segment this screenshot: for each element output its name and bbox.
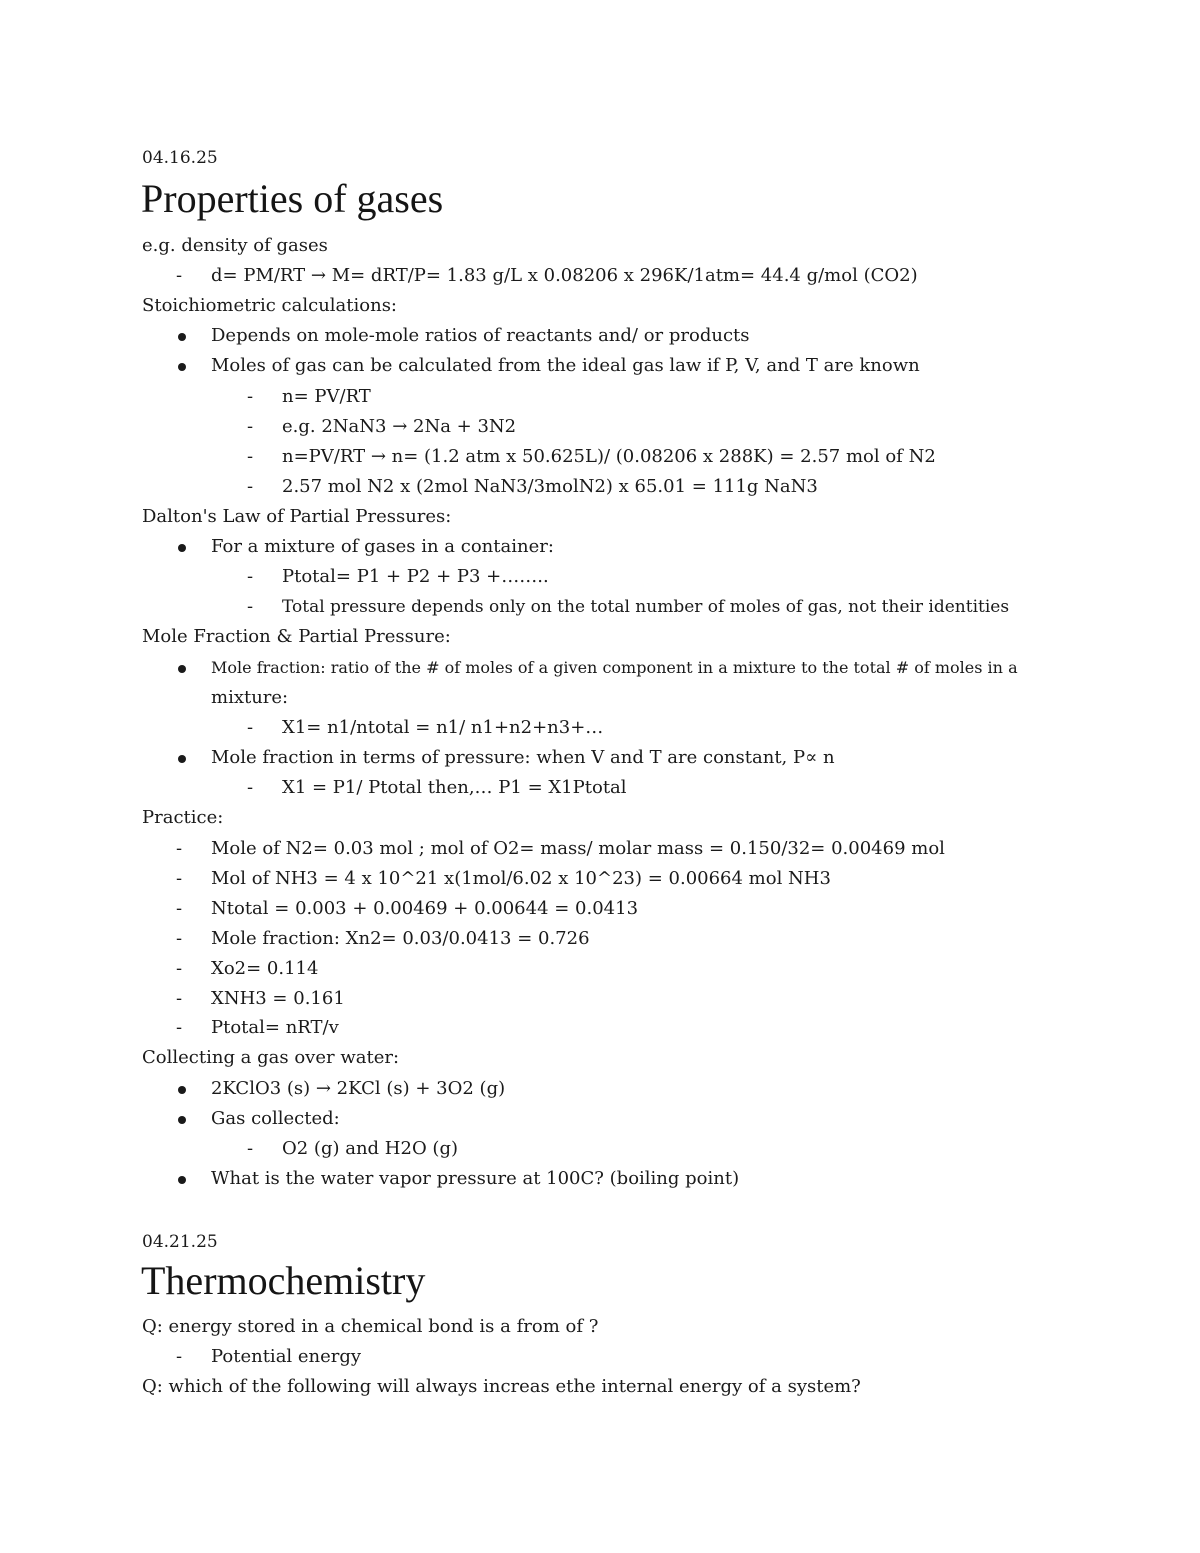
note-line: XNH3 = 0.161: [211, 988, 345, 1009]
note-line: Practice:: [142, 807, 224, 828]
note-line: X1 = P1/ Ptotal then,… P1 = X1Ptotal: [282, 777, 627, 798]
bullet-dot: [178, 1116, 186, 1124]
section-date: 04.21.25: [142, 1232, 218, 1252]
note-line: Ptotal= nRT/v: [211, 1017, 339, 1038]
dash-marker: -: [247, 386, 254, 407]
section-date: 04.16.25: [142, 148, 218, 168]
note-line: 2KClO3 (s) → 2KCl (s) + 3O2 (g): [211, 1078, 506, 1099]
section-title: Thermochemistry: [141, 1258, 426, 1303]
note-line: Total pressure depends only on the total number of moles of gas, not their identities: [282, 597, 1010, 617]
note-line: Dalton's Law of Partial Pressures:: [142, 506, 452, 527]
note-line: Ptotal= P1 + P2 + P3 +……..: [282, 566, 549, 587]
dash-marker: -: [176, 1346, 183, 1367]
note-line: Potential energy: [211, 1346, 362, 1367]
dash-marker: -: [176, 1017, 183, 1038]
bullet-dot: [178, 1086, 186, 1094]
bullet-dot: [178, 363, 186, 371]
dash-marker: -: [247, 717, 254, 738]
note-line: Moles of gas can be calculated from the ideal gas law if P, V, and T are known: [211, 355, 920, 376]
note-line: X1= n1/ntotal = n1/ n1+n2+n3+…: [282, 717, 604, 738]
note-line: Depends on mole-mole ratios of reactants and/ or products: [211, 325, 750, 346]
note-line: Collecting a gas over water:: [142, 1047, 400, 1068]
dash-marker: -: [176, 838, 183, 859]
note-line: Xo2= 0.114: [211, 958, 319, 979]
dash-marker: -: [247, 416, 254, 437]
note-line: Q: which of the following will always increas ethe internal energy of a system?: [142, 1376, 861, 1397]
note-line: Mole Fraction & Partial Pressure:: [142, 626, 451, 647]
note-line: e.g. 2NaN3 → 2Na + 3N2: [282, 416, 517, 437]
note-line: e.g. density of gases: [142, 235, 328, 256]
note-line: Stoichiometric calculations:: [142, 295, 397, 316]
note-line: d= PM/RT → M= dRT/P= 1.83 g/L x 0.08206 x 296K/1atm= 44.4 g/mol (CO2): [211, 265, 918, 286]
bullet-dot: [178, 544, 186, 552]
dash-marker: -: [176, 928, 183, 949]
bullet-dot: [178, 333, 186, 341]
note-line: n=PV/RT → n= (1.2 atm x 50.625L)/ (0.08206 x 288K) = 2.57 mol of N2: [282, 446, 936, 467]
note-line: Ntotal = 0.003 + 0.00469 + 0.00644 = 0.0413: [211, 898, 639, 919]
dash-marker: -: [247, 476, 254, 497]
dash-marker: -: [247, 596, 254, 617]
note-line: O2 (g) and H2O (g): [282, 1138, 458, 1159]
note-line: For a mixture of gases in a container:: [211, 536, 554, 557]
bullet-dot: [178, 1176, 186, 1184]
bullet-dot: [178, 755, 186, 763]
dash-marker: -: [176, 958, 183, 979]
dash-marker: -: [176, 898, 183, 919]
note-line: Mole fraction: Xn2= 0.03/0.0413 = 0.726: [211, 928, 590, 949]
dash-marker: -: [176, 265, 183, 286]
dash-marker: -: [176, 868, 183, 889]
section-title: Properties of gases: [141, 176, 444, 221]
dash-marker: -: [247, 1138, 254, 1159]
note-line: Q: energy stored in a chemical bond is a from of ?: [142, 1316, 599, 1337]
dash-marker: -: [247, 446, 254, 467]
note-line: Gas collected:: [211, 1108, 340, 1129]
note-line: 2.57 mol N2 x (2mol NaN3/3molN2) x 65.01 = 111g NaN3: [282, 476, 818, 497]
dash-marker: -: [247, 566, 254, 587]
dash-marker: -: [176, 988, 183, 1009]
note-line: mixture:: [211, 687, 289, 708]
note-line: What is the water vapor pressure at 100C? (boiling point): [211, 1168, 740, 1189]
note-line: Mol of NH3 = 4 x 10^21 x(1mol/6.02 x 10^23) = 0.00664 mol NH3: [211, 868, 831, 889]
dash-marker: -: [247, 777, 254, 798]
note-line: n= PV/RT: [282, 386, 371, 407]
note-line: Mole fraction: ratio of the # of moles of a given component in a mixture to the total # of moles in a: [211, 658, 1018, 677]
note-line: Mole fraction in terms of pressure: when V and T are constant, P∝ n: [211, 747, 835, 768]
note-line: Mole of N2= 0.03 mol ; mol of O2= mass/ molar mass = 0.150/32= 0.00469 mol: [211, 838, 945, 859]
bullet-dot: [178, 665, 186, 673]
